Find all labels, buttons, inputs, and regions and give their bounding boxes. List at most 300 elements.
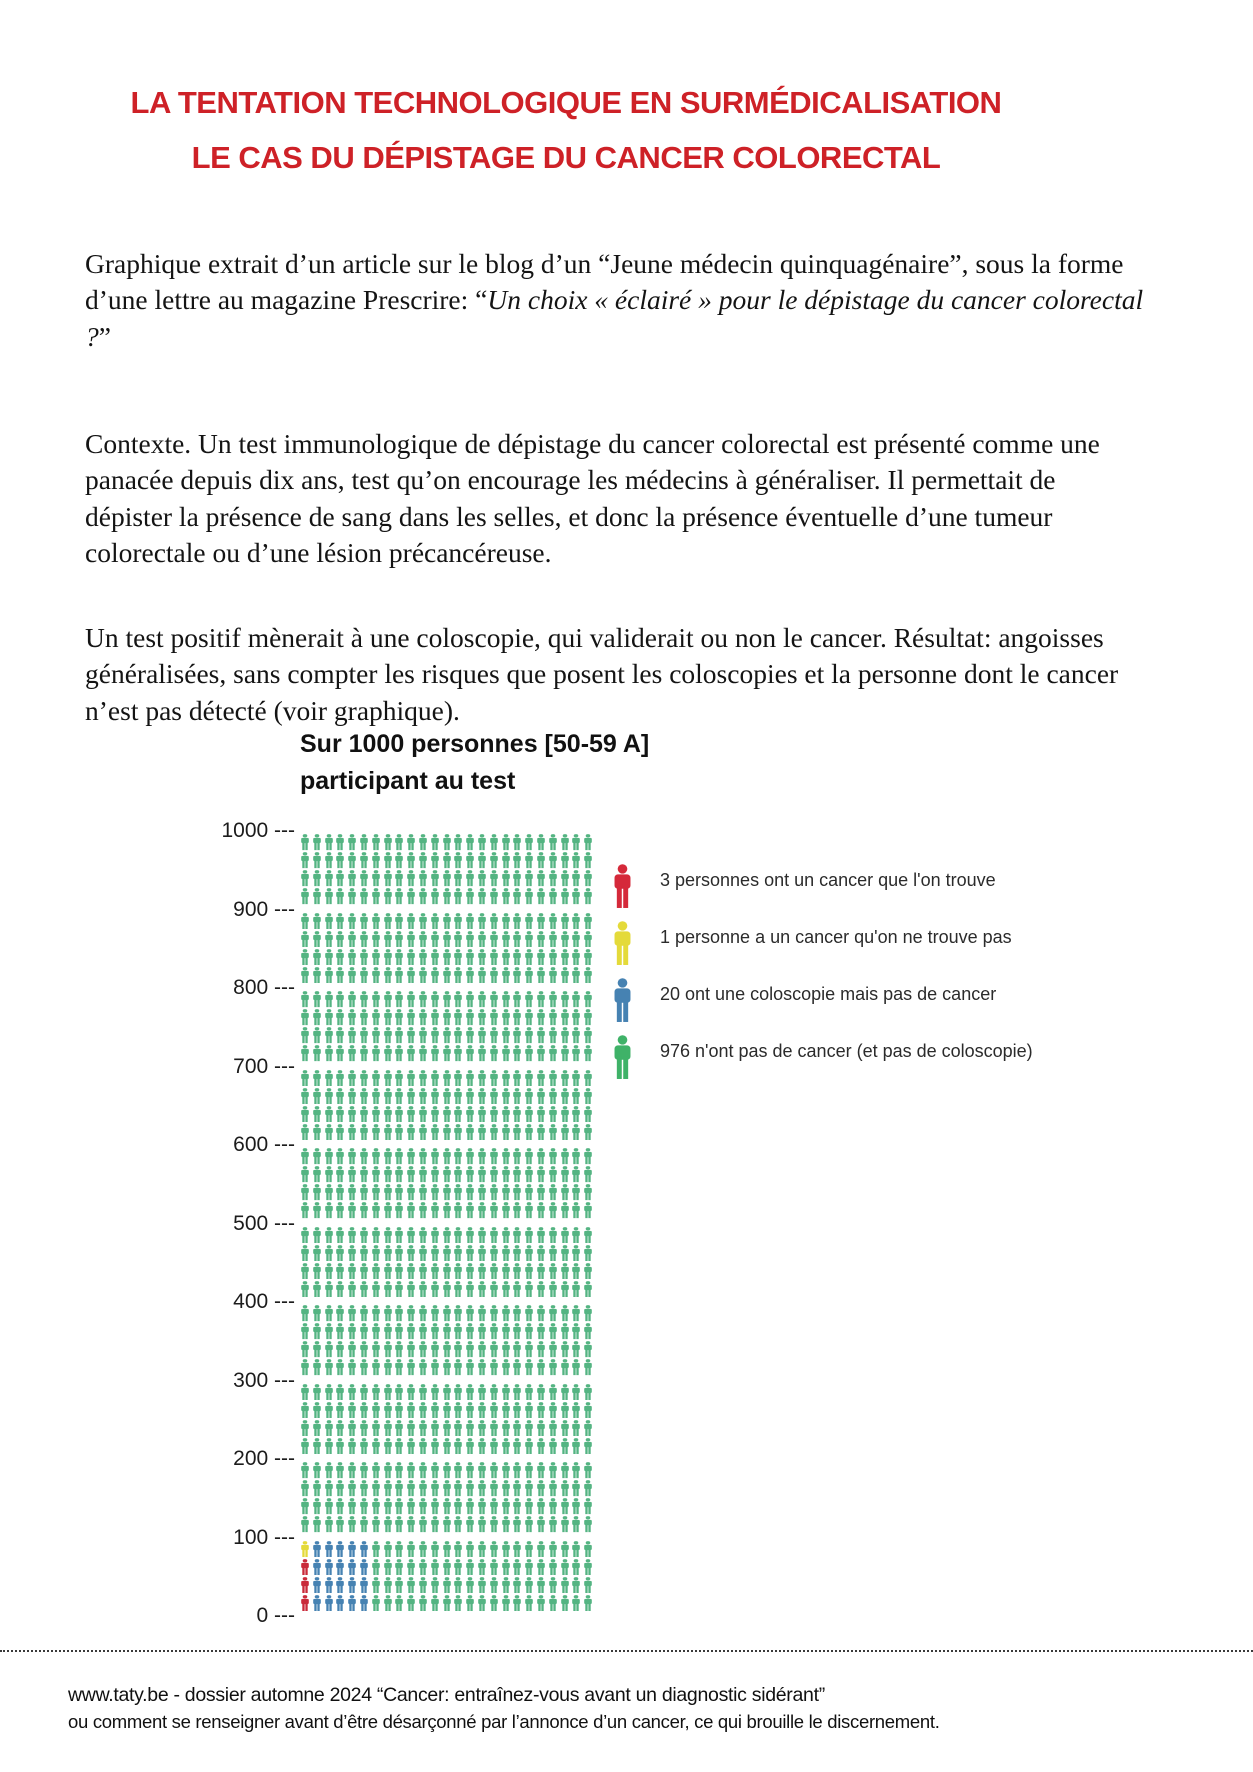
person-icon	[477, 1305, 487, 1322]
pictograph-row	[300, 1070, 593, 1088]
person-icon	[489, 1106, 499, 1123]
person-icon	[335, 1009, 345, 1026]
person-icon	[536, 1245, 546, 1262]
person-icon	[300, 1106, 310, 1123]
person-icon	[312, 1166, 322, 1183]
person-icon	[300, 852, 310, 869]
person-icon	[406, 1341, 416, 1358]
person-icon	[501, 888, 511, 905]
pictograph-row	[300, 1359, 593, 1377]
person-icon	[394, 888, 404, 905]
person-icon	[383, 1070, 393, 1087]
person-icon	[442, 1027, 452, 1044]
person-icon	[560, 1027, 570, 1044]
person-icon	[359, 1124, 369, 1141]
person-icon	[571, 1202, 581, 1219]
person-icon	[418, 1480, 428, 1497]
person-icon	[430, 1009, 440, 1026]
person-icon	[548, 852, 558, 869]
person-icon	[453, 1148, 463, 1165]
person-icon	[489, 967, 499, 984]
person-icon	[335, 1245, 345, 1262]
person-icon	[442, 834, 452, 851]
person-icon	[394, 1341, 404, 1358]
person-icon	[524, 834, 534, 851]
person-icon	[548, 1245, 558, 1262]
person-icon	[371, 1263, 381, 1280]
person-icon	[524, 1559, 534, 1576]
person-icon	[477, 1323, 487, 1340]
pictograph-row	[300, 1227, 593, 1245]
person-icon	[324, 834, 334, 851]
person-icon	[418, 870, 428, 887]
person-icon	[394, 1516, 404, 1533]
person-icon	[418, 931, 428, 948]
person-icon	[583, 1420, 593, 1437]
pictograph-group	[300, 1541, 593, 1620]
person-icon	[571, 1227, 581, 1244]
person-icon	[406, 1027, 416, 1044]
person-icon	[324, 1341, 334, 1358]
pictograph-row	[300, 1323, 593, 1341]
person-icon	[394, 1245, 404, 1262]
person-icon	[335, 1402, 345, 1419]
person-icon	[430, 1045, 440, 1062]
person-icon	[359, 1577, 369, 1594]
person-icon	[512, 870, 522, 887]
pictograph-row	[300, 1498, 593, 1516]
person-icon	[465, 1480, 475, 1497]
pictograph-row	[300, 1305, 593, 1323]
person-icon	[536, 991, 546, 1008]
person-icon	[300, 1498, 310, 1515]
person-icon	[383, 1027, 393, 1044]
person-icon	[477, 1577, 487, 1594]
person-icon	[335, 888, 345, 905]
person-icon	[536, 1462, 546, 1479]
person-icon	[383, 1384, 393, 1401]
person-icon	[571, 870, 581, 887]
person-icon	[312, 834, 322, 851]
legend-item	[612, 921, 1033, 966]
person-icon	[335, 967, 345, 984]
person-icon	[371, 1462, 381, 1479]
person-icon	[359, 1541, 369, 1558]
page-footer	[68, 1682, 1188, 1735]
person-icon	[347, 1577, 357, 1594]
person-icon	[324, 1559, 334, 1576]
person-icon	[536, 1027, 546, 1044]
person-icon	[335, 1559, 345, 1576]
person-icon	[560, 1498, 570, 1515]
person-icon	[548, 1281, 558, 1298]
person-icon	[477, 1202, 487, 1219]
pictograph-row	[300, 1462, 593, 1480]
person-icon	[359, 1480, 369, 1497]
person-icon	[406, 1323, 416, 1340]
y-tick-label: 900 ---	[233, 897, 295, 921]
person-icon	[418, 1420, 428, 1437]
person-icon	[560, 1009, 570, 1026]
person-icon	[465, 1202, 475, 1219]
person-icon	[571, 1045, 581, 1062]
person-icon	[442, 967, 452, 984]
person-icon	[560, 1359, 570, 1376]
person-icon	[359, 1106, 369, 1123]
pictograph-group	[300, 1070, 593, 1149]
person-icon	[524, 1202, 534, 1219]
person-icon	[312, 913, 322, 930]
person-icon	[536, 1070, 546, 1087]
person-icon	[583, 1541, 593, 1558]
person-icon	[560, 1124, 570, 1141]
person-icon	[536, 1438, 546, 1455]
pictograph-row	[300, 991, 593, 1009]
person-icon	[394, 1359, 404, 1376]
person-icon	[430, 967, 440, 984]
person-icon	[312, 1516, 322, 1533]
person-icon	[560, 967, 570, 984]
person-icon	[430, 1577, 440, 1594]
person-icon	[453, 1202, 463, 1219]
person-icon	[465, 1124, 475, 1141]
person-icon	[501, 1070, 511, 1087]
person-icon	[383, 1148, 393, 1165]
person-icon	[453, 852, 463, 869]
person-icon	[548, 1045, 558, 1062]
person-icon	[324, 1462, 334, 1479]
paragraph-resultat: Un test positif mènerait à une coloscopie, qui validerait ou non le cancer. Résultat: angoisses généralisées, sans compter les risques que posent les coloscopies et la personne dont le cancer n’est pas détecté (voir graphique).	[85, 621, 1119, 726]
person-icon	[571, 1359, 581, 1376]
person-icon	[524, 1577, 534, 1594]
person-icon	[347, 1106, 357, 1123]
person-icon	[571, 1384, 581, 1401]
person-icon	[347, 1359, 357, 1376]
y-tick-label: 300 ---	[233, 1368, 295, 1392]
person-icon	[371, 1305, 381, 1322]
person-icon	[324, 913, 334, 930]
person-icon	[418, 1124, 428, 1141]
chart-title	[300, 726, 649, 800]
paragraph-intro-endquote: ”	[98, 320, 111, 352]
person-icon	[324, 1263, 334, 1280]
person-icon	[335, 1498, 345, 1515]
person-icon	[453, 949, 463, 966]
person-icon	[560, 949, 570, 966]
person-icon	[524, 1305, 534, 1322]
person-icon	[406, 1384, 416, 1401]
person-icon	[571, 1323, 581, 1340]
person-icon	[524, 967, 534, 984]
person-icon	[371, 1184, 381, 1201]
person-icon	[312, 1577, 322, 1594]
legend-item	[612, 864, 1033, 909]
person-icon	[406, 931, 416, 948]
person-icon	[512, 1420, 522, 1437]
person-icon	[489, 870, 499, 887]
person-icon	[442, 852, 452, 869]
person-icon	[418, 852, 428, 869]
person-icon	[465, 1595, 475, 1612]
person-icon	[536, 1559, 546, 1576]
person-icon	[347, 1480, 357, 1497]
person-icon	[465, 949, 475, 966]
person-icon	[300, 1148, 310, 1165]
person-icon	[453, 913, 463, 930]
person-icon	[394, 913, 404, 930]
person-icon	[324, 1166, 334, 1183]
person-icon	[324, 1106, 334, 1123]
person-icon	[383, 1045, 393, 1062]
person-icon	[300, 1462, 310, 1479]
person-icon	[371, 1088, 381, 1105]
person-icon	[442, 1106, 452, 1123]
y-tick-label: 800 ---	[233, 976, 295, 999]
person-icon	[418, 1166, 428, 1183]
person-icon	[394, 1480, 404, 1497]
person-icon	[453, 1227, 463, 1244]
person-icon	[453, 1402, 463, 1419]
person-icon	[312, 1124, 322, 1141]
person-icon	[477, 1245, 487, 1262]
person-icon	[383, 1595, 393, 1612]
person-icon	[418, 1148, 428, 1165]
person-icon	[324, 1027, 334, 1044]
person-icon	[442, 1227, 452, 1244]
person-icon	[489, 1148, 499, 1165]
person-icon	[571, 949, 581, 966]
person-icon	[548, 1148, 558, 1165]
person-icon	[335, 1045, 345, 1062]
person-icon	[489, 1184, 499, 1201]
person-icon	[453, 1027, 463, 1044]
person-icon	[406, 991, 416, 1008]
person-icon	[571, 1027, 581, 1044]
person-icon	[536, 1045, 546, 1062]
person-icon	[536, 1498, 546, 1515]
person-icon	[430, 1088, 440, 1105]
person-icon	[524, 1184, 534, 1201]
person-icon	[453, 888, 463, 905]
person-icon	[442, 1559, 452, 1576]
person-icon	[335, 1184, 345, 1201]
person-icon	[394, 1184, 404, 1201]
person-icon	[347, 834, 357, 851]
person-icon	[453, 1009, 463, 1026]
person-icon	[571, 1124, 581, 1141]
person-icon	[442, 913, 452, 930]
person-icon	[359, 1184, 369, 1201]
person-icon	[560, 1595, 570, 1612]
person-icon	[442, 1202, 452, 1219]
person-icon	[501, 834, 511, 851]
person-icon	[383, 1480, 393, 1497]
person-icon	[371, 1202, 381, 1219]
person-icon	[406, 1227, 416, 1244]
person-icon	[418, 1070, 428, 1087]
person-icon	[583, 1202, 593, 1219]
person-icon	[465, 1281, 475, 1298]
person-icon	[347, 888, 357, 905]
person-icon	[548, 1559, 558, 1576]
person-icon	[524, 1341, 534, 1358]
person-icon	[465, 931, 475, 948]
person-icon	[583, 1341, 593, 1358]
person-icon	[418, 1281, 428, 1298]
person-icon	[442, 931, 452, 948]
person-icon	[430, 1402, 440, 1419]
person-icon	[465, 834, 475, 851]
person-icon	[583, 931, 593, 948]
person-icon	[430, 1420, 440, 1437]
person-icon	[300, 1281, 310, 1298]
person-icon	[501, 1027, 511, 1044]
person-icon	[442, 1384, 452, 1401]
person-icon	[453, 1166, 463, 1183]
person-icon	[583, 949, 593, 966]
person-icon	[548, 931, 558, 948]
person-icon	[300, 1402, 310, 1419]
person-icon	[335, 1305, 345, 1322]
person-icon	[394, 1438, 404, 1455]
person-icon	[418, 1305, 428, 1322]
person-icon	[347, 1305, 357, 1322]
person-icon	[300, 1541, 310, 1558]
person-icon	[442, 1359, 452, 1376]
person-icon	[312, 1088, 322, 1105]
person-icon	[406, 1166, 416, 1183]
person-icon	[489, 1498, 499, 1515]
person-icon	[583, 1559, 593, 1576]
person-icon	[383, 1323, 393, 1340]
person-icon	[418, 1384, 428, 1401]
person-icon	[465, 1462, 475, 1479]
person-icon	[560, 1577, 570, 1594]
person-icon	[312, 1595, 322, 1612]
person-icon	[383, 1106, 393, 1123]
person-icon	[383, 1184, 393, 1201]
person-icon	[347, 1420, 357, 1437]
person-icon	[383, 1462, 393, 1479]
person-icon	[465, 1498, 475, 1515]
person-icon	[347, 1027, 357, 1044]
person-icon	[430, 834, 440, 851]
person-icon	[536, 1305, 546, 1322]
person-icon	[406, 1438, 416, 1455]
person-icon	[430, 852, 440, 869]
person-icon	[536, 1577, 546, 1594]
pictograph-group	[300, 834, 593, 913]
person-icon	[453, 991, 463, 1008]
person-icon	[560, 1480, 570, 1497]
person-icon	[583, 1009, 593, 1026]
pictograph-row	[300, 888, 593, 906]
person-icon	[465, 1402, 475, 1419]
person-icon	[536, 1088, 546, 1105]
person-icon	[324, 1305, 334, 1322]
person-icon	[442, 888, 452, 905]
person-icon	[501, 1202, 511, 1219]
pictograph-row	[300, 949, 593, 967]
chart-title-line2: participant au test	[300, 767, 516, 795]
person-icon	[512, 1305, 522, 1322]
person-icon	[335, 1124, 345, 1141]
pictograph-row	[300, 852, 593, 870]
person-icon	[536, 870, 546, 887]
person-icon	[442, 1577, 452, 1594]
person-icon	[453, 1263, 463, 1280]
person-icon	[312, 1184, 322, 1201]
person-icon	[418, 1402, 428, 1419]
person-icon	[477, 1438, 487, 1455]
person-icon	[418, 1027, 428, 1044]
person-icon	[406, 949, 416, 966]
person-icon	[465, 967, 475, 984]
person-icon	[359, 1462, 369, 1479]
person-icon	[560, 1088, 570, 1105]
person-icon	[453, 1384, 463, 1401]
person-icon	[406, 1045, 416, 1062]
person-icon	[571, 1070, 581, 1087]
y-tick-label: 1000 ---	[221, 819, 295, 842]
person-icon	[548, 1124, 558, 1141]
pictograph-group	[300, 913, 593, 992]
person-icon	[312, 1402, 322, 1419]
person-icon	[359, 1281, 369, 1298]
person-icon	[430, 1070, 440, 1087]
person-icon	[335, 1595, 345, 1612]
person-icon	[501, 1009, 511, 1026]
person-icon	[477, 1184, 487, 1201]
person-icon	[477, 1281, 487, 1298]
person-icon	[394, 967, 404, 984]
person-icon	[465, 1341, 475, 1358]
person-icon	[583, 852, 593, 869]
person-icon	[477, 1124, 487, 1141]
person-icon	[335, 1341, 345, 1358]
person-icon	[453, 1341, 463, 1358]
person-icon	[335, 852, 345, 869]
person-icon	[501, 1045, 511, 1062]
person-icon	[583, 1281, 593, 1298]
person-icon	[359, 888, 369, 905]
person-icon	[524, 1541, 534, 1558]
person-icon	[453, 1124, 463, 1141]
person-icon	[418, 1184, 428, 1201]
person-icon	[477, 852, 487, 869]
person-icon	[512, 1577, 522, 1594]
person-icon	[465, 1305, 475, 1322]
person-icon	[560, 913, 570, 930]
person-icon	[501, 1305, 511, 1322]
person-icon	[501, 1420, 511, 1437]
person-icon	[465, 1009, 475, 1026]
person-icon	[548, 888, 558, 905]
person-icon	[501, 1498, 511, 1515]
person-icon	[560, 1559, 570, 1576]
person-icon	[347, 931, 357, 948]
person-icon	[501, 1462, 511, 1479]
person-icon	[312, 1480, 322, 1497]
person-icon	[548, 1577, 558, 1594]
person-icon	[324, 1498, 334, 1515]
person-icon	[524, 1516, 534, 1533]
person-icon	[489, 1281, 499, 1298]
person-icon	[383, 1202, 393, 1219]
person-icon	[489, 852, 499, 869]
pictograph-group	[300, 1148, 593, 1227]
y-tick-label: 400 ---	[233, 1290, 295, 1313]
